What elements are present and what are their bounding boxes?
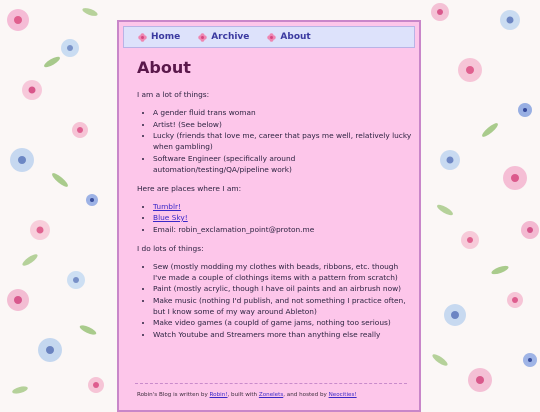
list-item: • Make music (nothing I'd publish, and not something I practice often, but I know some of my way around Ableton) xyxy=(153,295,413,317)
footer-divider xyxy=(135,383,407,384)
footer-prefix: Robin's Blog is written by xyxy=(137,392,210,398)
intro-text: I am a lot of things: xyxy=(137,90,210,99)
author-link[interactable]: Robin! xyxy=(209,392,228,398)
things-list xyxy=(137,107,413,175)
neocities-link[interactable]: Neocities! xyxy=(328,392,357,398)
places-list xyxy=(137,201,413,235)
activities-list xyxy=(137,261,413,340)
page-footer xyxy=(137,392,417,398)
tumblr-link[interactable]: Tumblr! xyxy=(153,201,182,211)
list-item: • Make video games (a coupld of game jams, nothing too serious) xyxy=(153,317,413,328)
flower-icon xyxy=(267,33,276,42)
top-nav xyxy=(123,26,415,48)
bluesky-link[interactable]: Blue Sky! xyxy=(153,213,188,222)
nav-archive-label: Archive xyxy=(211,32,250,42)
list-item: • Artist! (See below) xyxy=(153,119,413,130)
zonelets-link[interactable]: Zonelets xyxy=(258,392,284,398)
list-item xyxy=(153,201,413,212)
page-card xyxy=(117,20,421,412)
main-content xyxy=(137,58,413,348)
nav-home-link[interactable] xyxy=(138,32,180,42)
list-item: • Sew (mostly modding my clothes with beads, ribbons, etc. though I've made a couple of clothings items with a pattern from scratch) xyxy=(153,261,413,283)
places-intro-text: Here are places where I am: xyxy=(137,183,242,193)
nav-archive-link[interactable] xyxy=(198,32,249,42)
nav-about-link[interactable] xyxy=(267,32,310,42)
page-title: About xyxy=(137,58,191,77)
footer-mid-1: , built with xyxy=(227,392,259,398)
footer-mid-2: , and hosted by xyxy=(283,392,329,398)
email-item: • Email: robin_exclamation_point@proton.me xyxy=(153,224,413,235)
list-item: • Software Engineer (specifically around automation/testing/QA/pipeline work) xyxy=(153,153,413,175)
nav-about-label: About xyxy=(280,32,311,42)
flower-icon xyxy=(198,33,207,42)
list-item xyxy=(153,212,413,223)
list-item: • Paint (mostly acrylic, though I have oil paints and an airbrush now) xyxy=(153,283,413,294)
activities-intro-text: I do lots of things: xyxy=(137,243,204,253)
list-item: • A gender fluid trans woman xyxy=(153,107,413,118)
list-item: • Lucky (friends that love me, career that pays me well, relatively lucky when gambling) xyxy=(153,130,413,152)
nav-home-label: Home xyxy=(151,32,181,42)
flower-icon xyxy=(138,33,147,42)
list-item: • Watch Youtube and Streamers more than anything else really xyxy=(153,329,413,340)
